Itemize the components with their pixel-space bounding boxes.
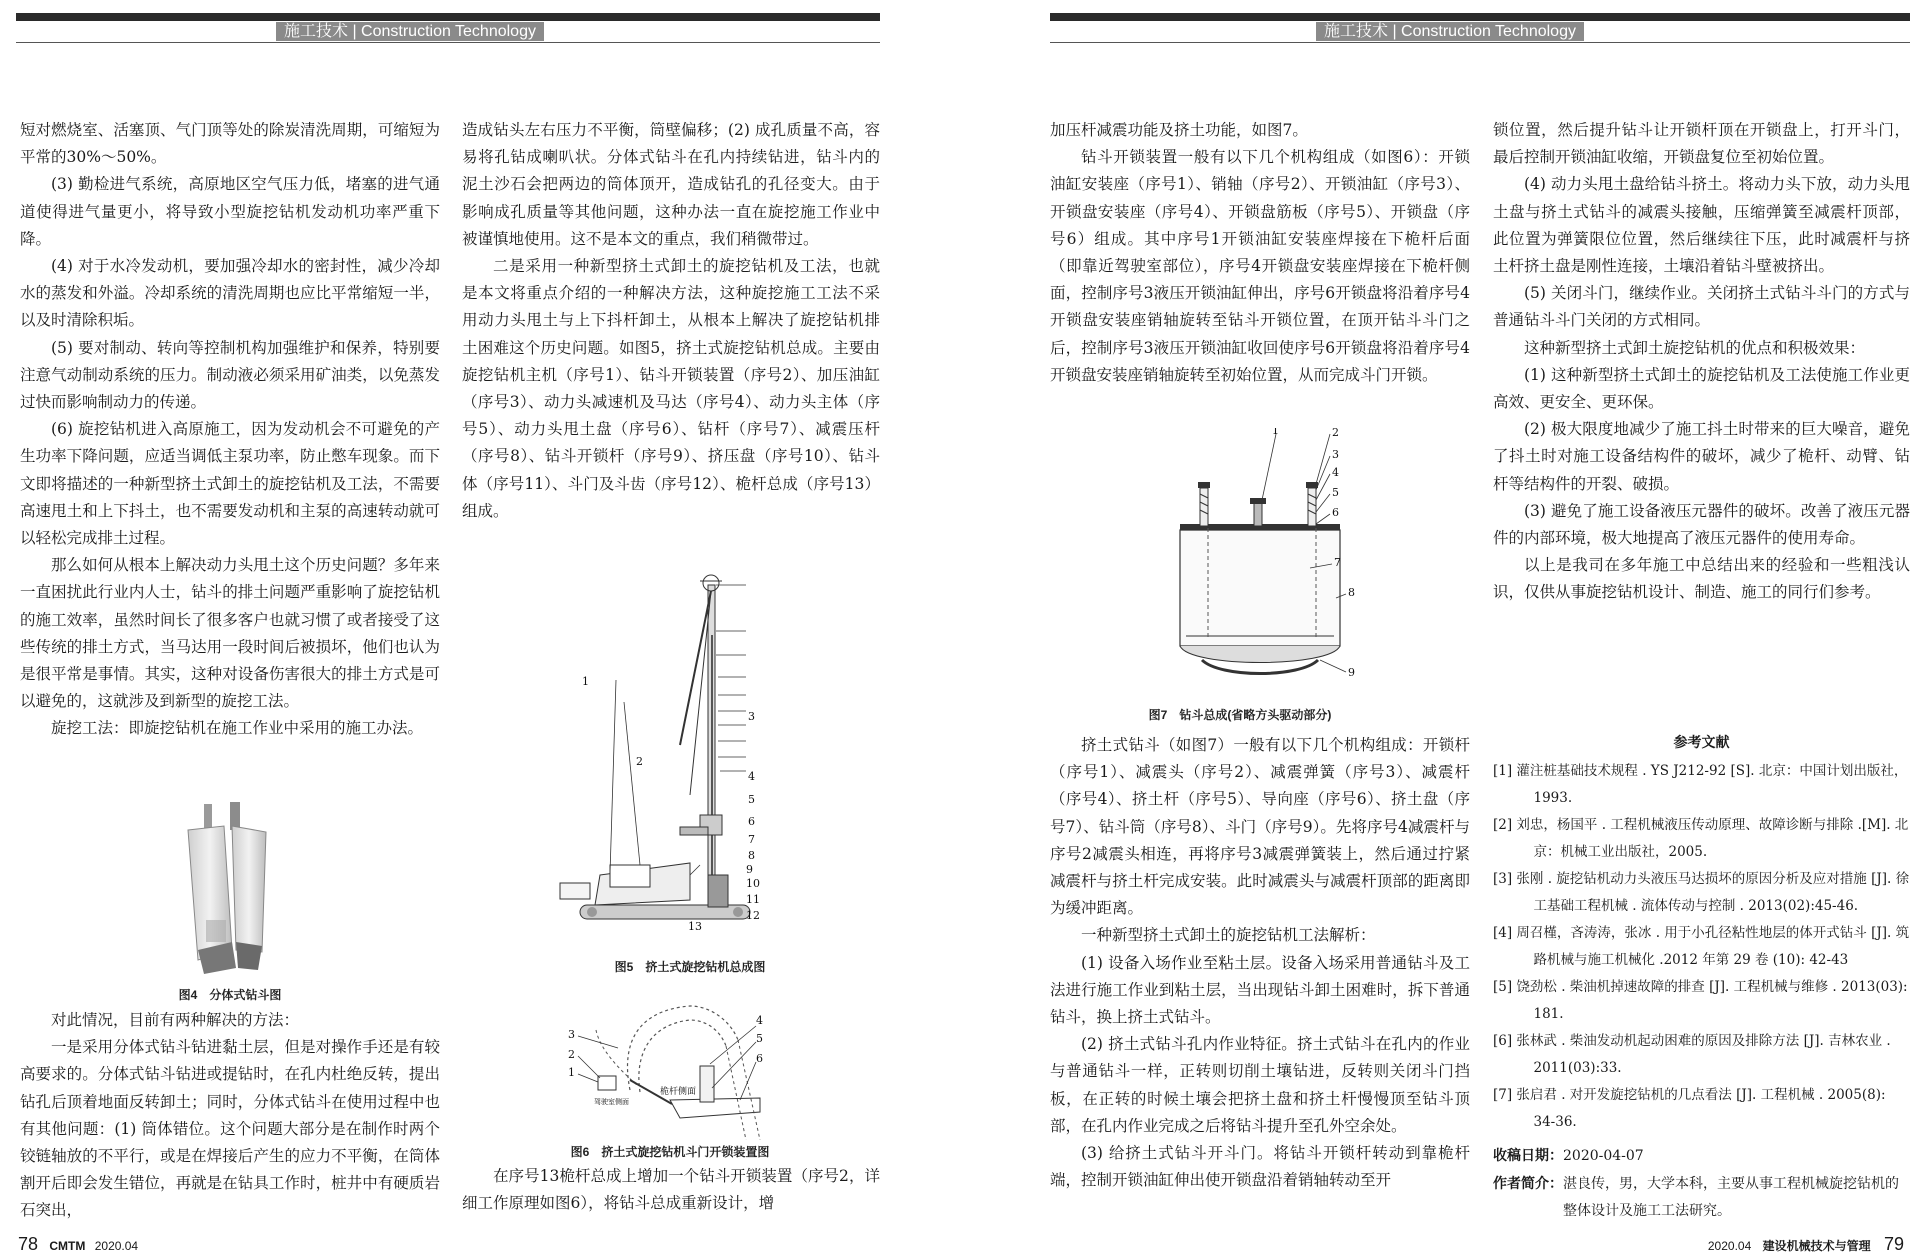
fig6-label: 2 bbox=[568, 1048, 575, 1061]
fig7-label: 2 bbox=[1332, 428, 1339, 439]
left-column-1 bbox=[20, 117, 440, 743]
fig7-label: 5 bbox=[1332, 486, 1339, 499]
received-date bbox=[1493, 1142, 1910, 1170]
figure-7-caption: 图7 钻斗总成(省略方头驱动部分) bbox=[1148, 708, 1332, 722]
fig7-label: 9 bbox=[1348, 666, 1355, 679]
header-thin-left bbox=[16, 42, 880, 43]
fig5-label: 9 bbox=[746, 863, 753, 876]
fig7-label: 7 bbox=[1334, 556, 1341, 569]
right-column-1 bbox=[1050, 117, 1470, 389]
references bbox=[1493, 726, 1910, 1225]
fig5-label: 10 bbox=[746, 877, 760, 890]
paragraph: (1) 这种新型挤土式卸土的旋挖钻机及工法使施工作业更高效、更安全、更环保。 bbox=[1493, 365, 1910, 412]
fig6-label: 3 bbox=[568, 1028, 575, 1041]
paragraph: (2) 挤土式钻斗孔内作业特征。挤土式钻斗在孔内的作业与普通钻斗一样，正转则切削土壤钻进，反转则关闭斗门挡板，在正转的时候土壤会把挤土盘和挤土杆慢慢顶至钻斗顶部，在孔内作业完成之后将钻斗提升至孔外空余处。 bbox=[1050, 1035, 1470, 1135]
paragraph: 旋挖工法：即旋挖钻机在施工作业中采用的施工办法。 bbox=[51, 719, 424, 738]
paragraph: 以上是我司在多年施工中总结出来的经验和一些粗浅认识，仅供从事旋挖钻机设计、制造、施工的同行们参考。 bbox=[1493, 556, 1910, 602]
issue-right: 2020.04 bbox=[1707, 1239, 1752, 1253]
paragraph: (6) 旋挖钻机进入高原施工，因为发动机会不可避免的产生功率下降问题，应适当调低主泵功率，防止憋车现象。而下文即将描述的一种新型挤土式卸土的旋挖钻机及工法，不需要高速甩土和上下抖土，也不需要发动机和主泵的高速转动就可以轻松完成排土过程。 bbox=[20, 420, 440, 548]
left-column-2 bbox=[462, 117, 880, 525]
figure-6-caption: 图6 挤土式旋挖钻机斗门开锁装置图 bbox=[570, 1145, 770, 1159]
figure-5-caption: 图5 挤土式旋挖钻机总成图 bbox=[614, 960, 766, 974]
paragraph: 对此情况，目前有两种解决的方法： bbox=[51, 1011, 300, 1029]
fig5-label: 7 bbox=[748, 833, 755, 846]
fig5-label: 12 bbox=[746, 909, 760, 922]
fig5-label: 1 bbox=[582, 675, 589, 688]
right-column-2 bbox=[1493, 117, 1910, 607]
paragraph: 锁位置，然后提升钻斗让开锁杆顶在开锁盘上，打开斗门，最后控制开锁油缸收缩，开锁盘复位至初始位置。 bbox=[1493, 121, 1910, 167]
paragraph: 这种新型挤土式卸土旋挖钻机的优点和积极效果： bbox=[1524, 338, 1866, 357]
paragraph: (3) 避免了施工设备液压元器件的破坏。改善了液压元器件的内部环境，极大地提高了液压元器件的使用寿命。 bbox=[1493, 501, 1910, 548]
paragraph: (3) 给挤土式钻斗开斗门。将钻斗开锁杆转动到靠桅杆端，控制开锁油缸伸出使开锁盘沿着销轴转动至开 bbox=[1050, 1144, 1470, 1190]
drill-bucket-drawing bbox=[1150, 428, 1370, 690]
fig5-label: 5 bbox=[748, 793, 755, 806]
figure-6 bbox=[560, 1000, 780, 1140]
split-bucket-illustration bbox=[140, 800, 320, 978]
paragraph: 一种新型挤土式卸土的旋挖钻机工法解析： bbox=[1081, 926, 1376, 945]
author-bio bbox=[1493, 1170, 1910, 1225]
fig5-label: 11 bbox=[746, 893, 760, 906]
paragraph: (4) 动力头甩土盘给钻斗挤土。将动力头下放，动力头甩土盘与挤土式钻斗的减震头接触，压缩弹簧至减震杆顶部，此位置为弹簧限位位置，然后继续往下压，此时减震杆与挤土杆挤土盘是刚性连接，土壤沿着钻斗壁被挤出。 bbox=[1493, 175, 1910, 276]
fig6-label: 6 bbox=[756, 1052, 763, 1065]
paragraph: (5) 要对制动、转向等控制机构加强维护和保养，特别要注意气动制动系统的压力。制动液必须采用矿油类，以免蒸发过快而影响制动力的传递。 bbox=[20, 338, 440, 412]
author-label: 作者简介： bbox=[1493, 1175, 1563, 1191]
paragraph: 短对燃烧室、活塞顶、气门顶等处的除炭清洗周期，可缩短为平常的30%～50%。 bbox=[20, 121, 440, 167]
header-thin-right bbox=[1050, 42, 1910, 43]
fig6-cab-side-label: 驾驶室侧面 bbox=[594, 1098, 629, 1106]
paragraph: (2) 极大限度地减少了施工抖土时带来的巨大噪音，避免了抖土时对施工设备结构件的破坏，减少了桅杆、动臂、钻杆等结构件的开裂、破损。 bbox=[1493, 420, 1910, 493]
reference-item: [4] 周召槿，吝涛涛，张冰 . 用于小孔径粘性地层的体开式钻斗 [J]. 筑路机械与施工机械化 .2012 年第 29 卷 (10): 42-43 bbox=[1493, 925, 1910, 968]
reference-item: [5] 饶劲松 . 柴油机掉速故障的排查 [J]. 工程机械与维修 . 2013(03): 181. bbox=[1493, 979, 1908, 1022]
reference-item: [1] 灌注桩基础技术规程 . YS J212-92 [S]. 北京：中国计划出版社，1993. bbox=[1493, 763, 1908, 806]
reference-item: [7] 张启君 . 对开发旋挖钻机的几点看法 [J]. 工程机械 . 2005(8): 34-36. bbox=[1493, 1087, 1886, 1130]
figure-7 bbox=[1150, 428, 1370, 690]
fig6-label: 4 bbox=[756, 1014, 763, 1027]
page-number-left: 78 bbox=[18, 1234, 39, 1254]
paragraph: 造成钻头左右压力不平衡，筒壁偏移；(2) 成孔质量不高，容易将孔钻成喇叭状。分体式钻斗在孔内持续钻进，钻斗内的泥土沙石会把两边的筒体顶开，造成钻孔的孔径变大。由于影响成孔质量等其他问题，这种办法一直在旋挖施工作业中被谨慎地使用。这不是本文的重点，我们稍微带过。 bbox=[462, 121, 880, 248]
rig-assembly-drawing bbox=[540, 565, 800, 955]
received-value: 2020-04-07 bbox=[1563, 1148, 1644, 1164]
figure-4-caption: 图4 分体式钻斗图 bbox=[178, 988, 282, 1002]
unlock-device-drawing bbox=[560, 1000, 780, 1140]
paragraph: (5) 关闭斗门，继续作业。关闭挤土式钻斗斗门的方式与普通钻斗斗门关闭的方式相同。 bbox=[1493, 284, 1910, 330]
page-number-right: 79 bbox=[1883, 1234, 1904, 1254]
footer-left bbox=[18, 1234, 138, 1255]
reference-item: [2] 刘忠，杨国平 . 工程机械液压传动原理、故障诊断与排除 .[M]. 北京：机械工业出版社，2005. bbox=[1493, 817, 1909, 860]
fig5-label: 8 bbox=[748, 849, 755, 862]
fig6-label: 5 bbox=[756, 1032, 763, 1045]
paragraph: (4) 对于水冷发动机，要加强冷却水的密封性，减少冷却水的蒸发和外溢。冷却系统的清洗周期也应比平常缩短一半，以及时清除积垢。 bbox=[20, 257, 440, 330]
left-column-1-continued bbox=[20, 1007, 440, 1225]
fig5-label: 13 bbox=[688, 920, 702, 933]
fig6-mast-side-label: 桅杆侧面 bbox=[660, 1087, 697, 1097]
fig7-label: 1 bbox=[1272, 428, 1279, 437]
figure-4 bbox=[140, 800, 320, 978]
fig5-label: 6 bbox=[748, 815, 755, 828]
received-label: 收稿日期： bbox=[1493, 1147, 1563, 1163]
reference-item: [3] 张刚 . 旋挖钻机动力头液压马达损坏的原因分析及应对措施 [J]. 徐工基础工程机械 . 流体传动与控制 . 2013(02):45-46. bbox=[1493, 871, 1910, 914]
paragraph: (3) 勤检进气系统，高原地区空气压力低，堵塞的进气通道使得进气量更小，将导致小型旋挖钻机发动机功率严重下降。 bbox=[20, 175, 440, 248]
author-value: 湛良传，男，大学本科，主要从事工程机械旋挖钻机的整体设计及施工工法研究。 bbox=[1563, 1176, 1899, 1219]
fig6-label: 1 bbox=[568, 1066, 575, 1079]
paragraph: (1) 设备入场作业至粘土层。设备入场采用普通钻斗及工法进行施工作业到粘土层，当出现钻斗卸土困难时，拆下普通钻斗，换上挤土式钻斗。 bbox=[1050, 953, 1470, 1027]
section-label-left: 施工技术 | Construction Technology bbox=[276, 22, 544, 41]
section-label-right: 施工技术 | Construction Technology bbox=[1316, 22, 1584, 41]
paragraph: 挤土式钻斗（如图7）一般有以下几个机构组成：开锁杆（序号1）、减震头（序号2）、减震弹簧（序号3）、减震杆（序号4）、挤土杆（序号5）、导向座（序号6）、挤土盘（序号7）、钻斗筒（序号8）、斗门（序号9）。先将序号4减震杆与序号2减震头相连，再将序号3减震弹簧装上，然后通过拧紧减震杆与挤土杆完成安装。此时减震头与减震杆顶部的距离即为缓冲距离。 bbox=[1050, 736, 1470, 918]
references-title: 参考文献 bbox=[1673, 734, 1730, 750]
fig7-label: 8 bbox=[1348, 586, 1355, 599]
figure-5 bbox=[540, 565, 800, 955]
header-rule-right bbox=[1050, 13, 1910, 21]
paragraph: 钻斗开锁装置一般有以下几个机构组成（如图6）：开锁油缸安装座（序号1）、销轴（序号2）、开锁油缸（序号3）、开锁盘安装座（序号4）、开锁盘筋板（序号5）、开锁盘（序号6）组成。其中序号1开锁油缸安装座焊接在下桅杆后面（即靠近驾驶室部位），序号4开锁盘安装座焊接在下桅杆侧面，控制序号3液压开锁油缸伸出，序号6开锁盘将沿着序号4开锁盘安装座销轴旋转至钻斗开锁位置，在顶开钻斗斗门之后，控制序号3液压开锁油缸收回使序号6开锁盘将沿着序号4开锁盘安装座销轴旋转至初始位置，从而完成斗门开锁。 bbox=[1050, 148, 1470, 384]
fig7-label: 3 bbox=[1332, 448, 1339, 461]
fig5-label: 3 bbox=[748, 710, 755, 723]
paragraph: 一是采用分体式钻斗钻进黏土层，但是对操作手还是有较高要求的。分体式钻斗钻进或提钻时，在孔内杜绝反转，提出钻孔后顶着地面反转卸土；同时，分体式钻斗在使用过程中也有其他问题：(1) 筒体错位。这个问题大部分是在制作时两个铰链轴放的不平行，或是在焊接后产生的应力不平衡，在筒体割开后即会发生错位，再就是在钻具工作时，桩井中有硬质岩石突出， bbox=[20, 1038, 440, 1220]
footer-right bbox=[1708, 1234, 1904, 1255]
fig5-label: 4 bbox=[748, 770, 755, 783]
fig5-label: 2 bbox=[636, 755, 643, 768]
header-rule-left bbox=[16, 13, 880, 21]
paragraph: 二是采用一种新型挤土式卸土的旋挖钻机及工法，也就是本文将重点介绍的一种解决方法，这种旋挖施工工法不采用动力头甩土与上下抖杆卸土，从根本上解决了旋挖钻机排土困难这个历史问题。如图5，挤土式旋挖钻机总成。主要由旋挖钻机主机（序号1）、钻斗开锁装置（序号2）、加压油缸（序号3）、动力头减速机及马达（序号4）、动力头主体（序号5）、动力头甩土盘（序号6）、钻杆（序号7）、减震压杆（序号8）、钻斗开锁杆（序号9）、挤压盘（序号10）、钻斗体（序号11）、斗门及斗齿（序号12）、桅杆总成（序号13）组成。 bbox=[462, 257, 880, 520]
fig7-label: 4 bbox=[1332, 466, 1339, 479]
paragraph: 在序号13桅杆总成上增加一个钻斗开锁装置（序号2，详细工作原理如图6），将钻斗总成重新设计，增 bbox=[462, 1167, 880, 1213]
fig7-label: 6 bbox=[1332, 506, 1339, 519]
journal-abbrev: CMTM bbox=[49, 1239, 86, 1253]
journal-name: 建设机械技术与管理 bbox=[1762, 1239, 1871, 1253]
paragraph: 加压杆减震功能及挤土功能，如图7。 bbox=[1050, 121, 1308, 139]
paragraph: 那么如何从根本上解决动力头甩土这个历史问题？多年来一直困扰此行业内人士，钻斗的排土问题严重影响了旋挖钻机的施工效率，虽然时间长了很多客户也就习惯了或者接受了这些传统的排土方式，当马达用一段时间后被损坏，他们也认为是很平常是事情。其实，这种对设备伤害很大的排土方式是可以避免的，这就涉及到新型的旋挖工法。 bbox=[20, 556, 440, 711]
right-column-1-continued bbox=[1050, 732, 1470, 1194]
left-column-2-continued bbox=[462, 1163, 880, 1217]
reference-item: [6] 张林武 . 柴油发动机起动困难的原因及排除方法 [J]. 吉林农业 . 2011(03):33. bbox=[1493, 1033, 1891, 1076]
issue-left: 2020.04 bbox=[94, 1239, 139, 1253]
